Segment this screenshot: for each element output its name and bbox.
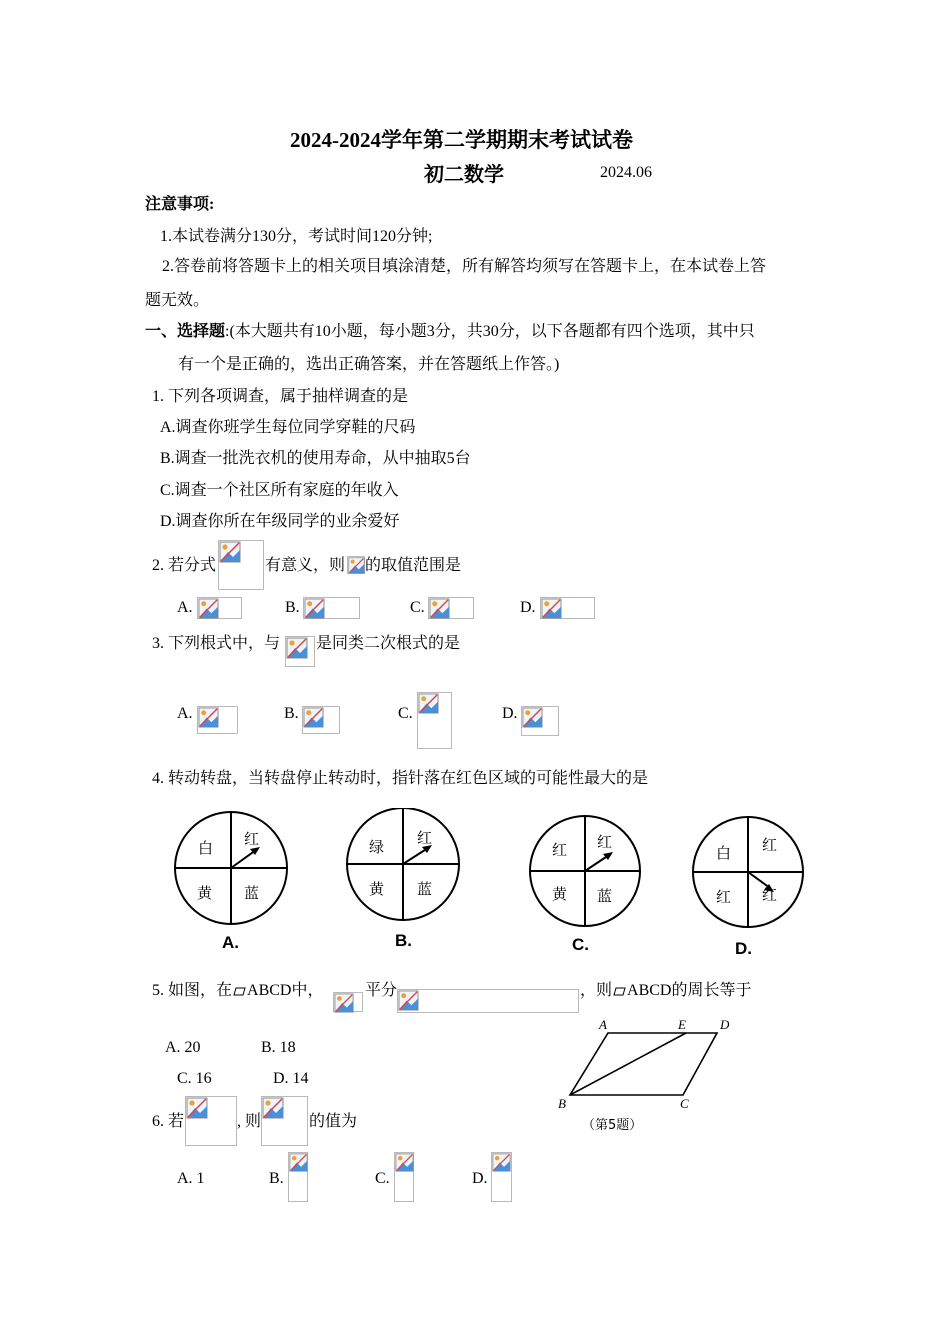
spinner-d bbox=[688, 816, 813, 961]
broken-image-icon bbox=[541, 598, 562, 619]
q5-stem-part3: 平分 bbox=[365, 982, 398, 999]
vertex-d-label: D bbox=[720, 1017, 730, 1032]
spinner-a-label-tl: 白 bbox=[198, 839, 214, 857]
parallelogram-icon bbox=[233, 987, 246, 996]
q2-stem-part1: 2. 若分式 bbox=[152, 557, 217, 574]
vertex-b-label: B bbox=[558, 1096, 566, 1111]
spinner-a-letter: A. bbox=[222, 933, 239, 952]
spinner-b-letter: B. bbox=[395, 931, 412, 950]
spinner-d-label-br: 红 bbox=[762, 886, 778, 904]
broken-image-icon bbox=[198, 707, 219, 728]
q6-option-c-label: C. bbox=[375, 1170, 390, 1187]
q2-option-d-image bbox=[540, 597, 595, 619]
broken-image-icon bbox=[348, 557, 365, 574]
vertex-c-label: C bbox=[680, 1096, 689, 1111]
spinner-c-drawing bbox=[523, 815, 648, 960]
q6-condition-image bbox=[185, 1096, 237, 1146]
q1-option-b: B.调查一批洗衣机的使用寿命，从中抽取5台 bbox=[160, 450, 471, 467]
q3-option-d-label: D. bbox=[502, 705, 518, 722]
q3-option-c-label: C. bbox=[398, 705, 413, 722]
q6-stem-part1: 6. 若 bbox=[152, 1113, 185, 1130]
broken-image-icon bbox=[186, 1097, 208, 1119]
q5-option-b: B. 18 bbox=[261, 1039, 296, 1056]
q6-option-b-image bbox=[288, 1152, 308, 1202]
q5-text-1: 5. 如图，在 bbox=[152, 982, 233, 999]
q2-stem-part3: 的取值范围是 bbox=[365, 557, 462, 574]
q5-option-d: D. 14 bbox=[273, 1070, 309, 1087]
q3-option-b-image bbox=[302, 706, 340, 734]
broken-image-icon bbox=[304, 598, 325, 619]
spinner-d-label-tl: 白 bbox=[716, 844, 732, 862]
section-label: 一、选择题 bbox=[145, 323, 226, 340]
q4-stem: 4. 转动转盘，当转盘停止转动时，指针落在红色区域的可能性最大的是 bbox=[152, 770, 649, 787]
q3-option-a-image bbox=[197, 706, 238, 734]
spinner-c-letter: C. bbox=[572, 935, 589, 954]
broken-image-icon bbox=[398, 990, 419, 1011]
spinner-d-label-bl: 红 bbox=[716, 888, 732, 906]
parallelogram-icon bbox=[613, 987, 626, 996]
spinner-b-label-bl: 黄 bbox=[369, 880, 385, 898]
q5-stem-part1 bbox=[152, 981, 323, 1001]
spinner-d-drawing bbox=[688, 816, 813, 961]
q6-option-d-label: D. bbox=[472, 1170, 488, 1187]
vertex-e-label: E bbox=[678, 1017, 686, 1032]
spinner-c-label-bl: 黄 bbox=[552, 885, 568, 903]
q3-stem-part1: 3. 下列根式中，与 bbox=[152, 635, 281, 652]
broken-image-icon bbox=[289, 1153, 308, 1172]
exam-title: 2024-2024学年第二学期期末考试试卷 bbox=[290, 128, 633, 152]
radical-image bbox=[285, 636, 315, 667]
broken-image-icon bbox=[522, 707, 543, 728]
spinner-b bbox=[342, 808, 467, 953]
spinner-d-letter: D. bbox=[735, 939, 752, 958]
section-heading bbox=[145, 322, 755, 342]
broken-image-icon bbox=[429, 598, 450, 619]
spinner-c-label-br: 蓝 bbox=[597, 887, 613, 905]
q6-option-d-image bbox=[491, 1152, 512, 1202]
q2-option-c-label: C. bbox=[410, 599, 425, 616]
q6-stem-part3: 的值为 bbox=[309, 1113, 358, 1130]
variable-image bbox=[347, 556, 365, 574]
q5-text-2: ABCD中， bbox=[247, 982, 324, 999]
q5-option-c: C. 16 bbox=[177, 1070, 212, 1087]
q3-option-c-image bbox=[417, 692, 452, 749]
q1-option-a: A.调查你班学生每位同学穿鞋的尺码 bbox=[160, 419, 416, 436]
section-description-cont: 有一个是正确的，选出正确答案，并在答题纸上作答。) bbox=[178, 356, 560, 373]
notes-item-2: 2.答卷前将答题卡上的相关项目填涂清楚，所有解答均须写在答题卡上，在本试卷上答 bbox=[162, 258, 767, 275]
vertex-a-label: A bbox=[599, 1017, 607, 1032]
q2-option-b-label: B. bbox=[285, 599, 300, 616]
q2-option-b-image bbox=[303, 597, 360, 619]
broken-image-icon bbox=[418, 693, 439, 714]
spinner-b-drawing bbox=[342, 808, 467, 953]
q2-stem-part2: 有意义，则 bbox=[265, 557, 346, 574]
broken-image-icon bbox=[286, 637, 308, 659]
broken-image-icon bbox=[395, 1153, 414, 1172]
q1-option-c: C.调查一个社区所有家庭的年收入 bbox=[160, 482, 399, 499]
q2-option-d-label: D. bbox=[520, 599, 536, 616]
q5-text-5: ABCD的周长等于 bbox=[627, 982, 752, 999]
spinner-a-label-bl: 黄 bbox=[197, 884, 213, 902]
broken-image-icon bbox=[262, 1097, 284, 1119]
spinner-a-drawing bbox=[170, 810, 295, 955]
section-description: :(本大题共有10小题，每小题3分，共30分，以下各题都有四个选项，其中只 bbox=[225, 323, 755, 340]
notes-item-1: 1.本试卷满分130分，考试时间120分钟; bbox=[160, 228, 433, 245]
broken-image-icon bbox=[219, 541, 241, 563]
q2-option-a-label: A. bbox=[177, 599, 193, 616]
broken-image-icon bbox=[334, 993, 354, 1013]
q6-option-a: A. 1 bbox=[177, 1170, 205, 1187]
q5-figure bbox=[550, 1012, 750, 1137]
broken-image-icon bbox=[492, 1153, 511, 1172]
q2-option-c-image bbox=[428, 597, 474, 619]
spinner-a bbox=[170, 810, 295, 955]
q6-expression-image bbox=[261, 1096, 308, 1146]
spinner-b-label-tr: 红 bbox=[417, 829, 433, 847]
spinner-c-label-tl: 红 bbox=[552, 841, 568, 859]
q6-option-c-image bbox=[394, 1152, 414, 1202]
q5-angle-image bbox=[397, 989, 579, 1013]
notes-item-2-cont: 题无效。 bbox=[145, 292, 210, 309]
q6-stem-part2: , 则 bbox=[237, 1113, 262, 1130]
parallelogram-figure bbox=[550, 1012, 750, 1137]
spinner-b-label-tl: 绿 bbox=[369, 838, 385, 856]
q1-stem: 1. 下列各项调查，属于抽样调查的是 bbox=[152, 388, 409, 405]
spinner-c bbox=[523, 815, 648, 960]
q3-option-a-label: A. bbox=[177, 705, 193, 722]
q1-option-d: D.调查你所在年级同学的业余爱好 bbox=[160, 513, 400, 530]
q3-option-b-label: B. bbox=[284, 705, 299, 722]
spinner-a-label-br: 蓝 bbox=[244, 884, 260, 902]
q5-condition-image bbox=[333, 992, 363, 1012]
q5-option-a: A. 20 bbox=[165, 1039, 201, 1056]
q2-option-a-image bbox=[197, 597, 242, 619]
figure-caption: （第5题） bbox=[582, 1118, 643, 1133]
spinner-a-label-tr: 红 bbox=[244, 830, 260, 848]
spinner-b-label-br: 蓝 bbox=[417, 880, 433, 898]
notes-heading: 注意事项: bbox=[145, 196, 215, 213]
subject-title: 初二数学 bbox=[424, 164, 504, 186]
q3-stem-part2: 是同类二次根式的是 bbox=[316, 635, 461, 652]
spinner-c-label-tr: 红 bbox=[597, 833, 613, 851]
formula-image bbox=[218, 540, 264, 590]
q5-stem-part4 bbox=[580, 981, 751, 1001]
q5-text-4: ，则 bbox=[580, 982, 613, 999]
broken-image-icon bbox=[303, 707, 324, 728]
spinner-d-label-tr: 红 bbox=[762, 836, 778, 854]
broken-image-icon bbox=[198, 598, 219, 619]
q3-option-d-image bbox=[521, 706, 559, 736]
q6-option-b-label: B. bbox=[269, 1170, 284, 1187]
exam-date: 2024.06 bbox=[600, 164, 652, 181]
